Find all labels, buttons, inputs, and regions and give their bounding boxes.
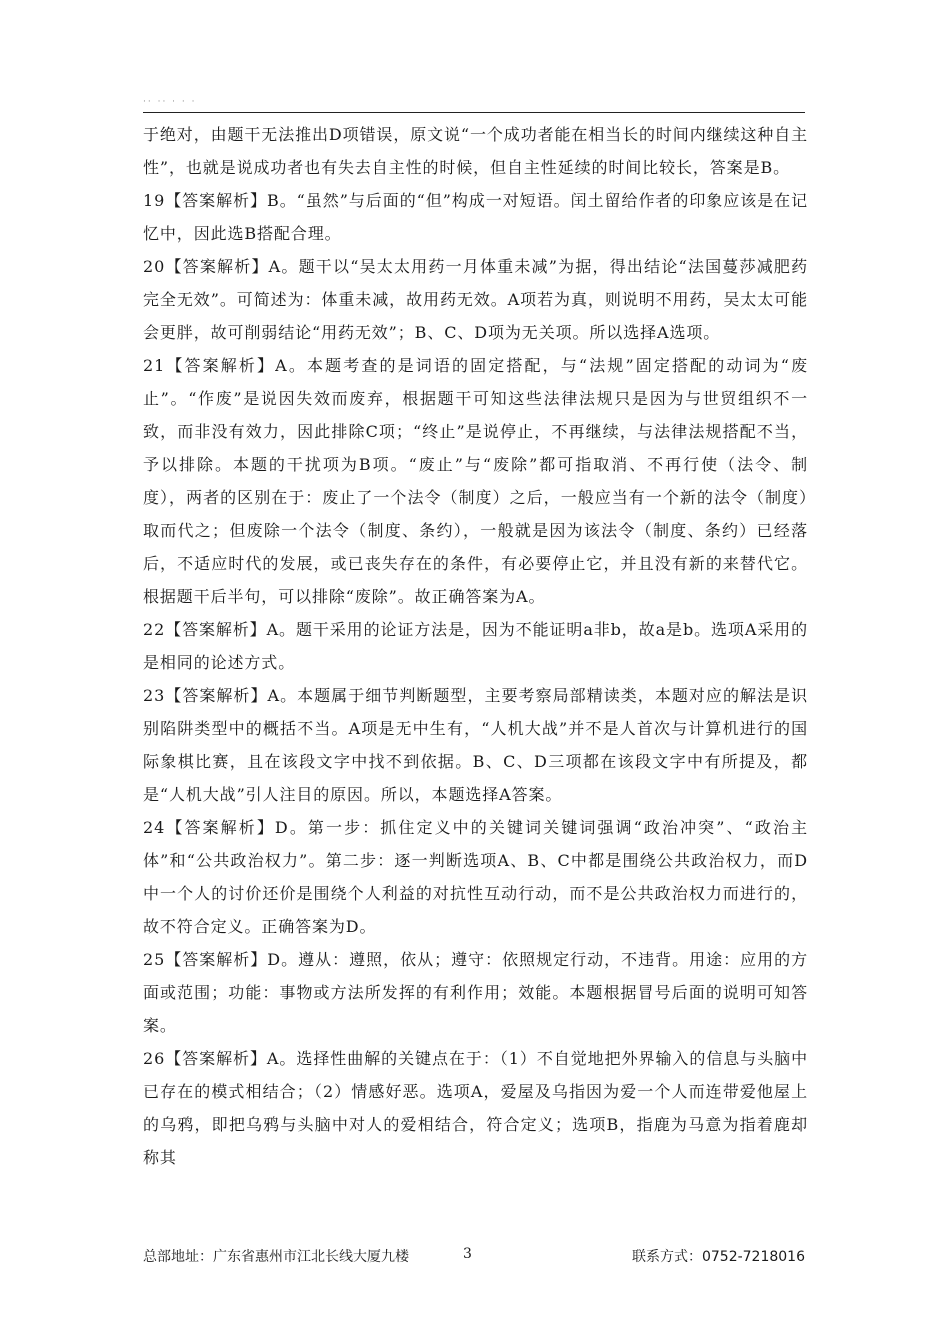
- paragraph-continuation: 于绝对，由题干无法推出D项错误，原文说“一个成功者能在相当长的时间内继续这种自主性”，也就是说成功者也有失去自主性的时候，但自主性延续的时间比较长，答案是B。: [143, 125, 809, 177]
- answer-24: 24【答案解析】D。第一步：抓住定义中的关键词关键词强调“政治冲突”、“政治主体”和“公共政治权力”。第二步：逐一判断选项A、B、C中都是围绕公共政治权力，而D中一个人的讨价还价是围绕个人利益的对抗性互动行动，而不是公共政治权力而进行的，故不符合定义。正确答案为D。: [143, 818, 808, 936]
- header-mark: ·· ·· · · ·: [143, 97, 197, 107]
- footer-page-number: 3: [463, 1246, 472, 1262]
- answer-21: 21【答案解析】A。本题考查的是词语的固定搭配，与“法规”固定搭配的动词为“废止”。“作废”是说因失效而废弃，根据题干可知这些法律法规只是因为与世贸组织不一致，而非没有效力，因此排除C项；“终止”是说停止，不再继续，与法律法规搭配不当，予以排除。本题的干扰项为B项。“废止”与“废除”都可指取消、不再行使（法令、制度），两者的区别在于：废止了一个法令（制度）之后，一般应当有一个新的法令（制度）取而代之；但废除一个法令（制度、条约），一般就是因为该法令（制度、条约）已经落后，不适应时代的发展，或已丧失存在的条件，有必要停止它，并且没有新的来替代它。根据题干后半句，可以排除“废除”。故正确答案为A。: [143, 356, 808, 606]
- answer-20: 20【答案解析】A。题干以“吴太太用药一月体重未减”为据，得出结论“法国蔓莎减肥药完全无效”。可简述为：体重未减，故用药无效。A项若为真，则说明不用药，吴太太可能会更胖，故可削弱结论“用药无效”；B、C、D项为无关项。所以选择A选项。: [143, 257, 808, 342]
- footer-contact: 联系方式：0752-7218016: [631, 1249, 805, 1265]
- answer-26: 26【答案解析】A。选择性曲解的关键点在于：（1）不自觉地把外界输入的信息与头脑中已存在的模式相结合；（2）情感好恶。选项A，爱屋及乌指因为爱一个人而连带爱他屋上的乌鸦，即把乌鸦与头脑中对人的爱相结合，符合定义；选项B，指鹿为马意为指着鹿却称其: [143, 1049, 808, 1167]
- answer-22: 22【答案解析】A。题干采用的论证方法是，因为不能证明a非b，故a是b。选项A采用的是相同的论述方式。: [143, 620, 808, 672]
- page-footer: [143, 1246, 805, 1266]
- header-rule: [143, 112, 805, 113]
- answer-25: 25【答案解析】D。遵从：遵照，依从；遵守：依照规定行动，不违背。用途：应用的方面或范围；功能：事物或方法所发挥的有利作用；效能。本题根据冒号后面的说明可知答案。: [143, 950, 808, 1035]
- footer-address: 总部地址：广东省惠州市江北长线大厦九楼: [143, 1249, 409, 1265]
- document-body: [143, 118, 808, 1174]
- answer-23: 23【答案解析】A。本题属于细节判断题型，主要考察局部精读类，本题对应的解法是识别陷阱类型中的概括不当。A项是无中生有，“人机大战”并不是人首次与计算机进行的国际象棋比赛，且在该段文字中找不到依据。B、C、D三项都在该段文字中有所提及，都是“人机大战”引人注目的原因。所以，本题选择A答案。: [143, 686, 808, 804]
- answer-19: 19【答案解析】B。“虽然”与后面的“但”构成一对短语。闰土留给作者的印象应该是在记忆中，因此选B搭配合理。: [143, 191, 808, 243]
